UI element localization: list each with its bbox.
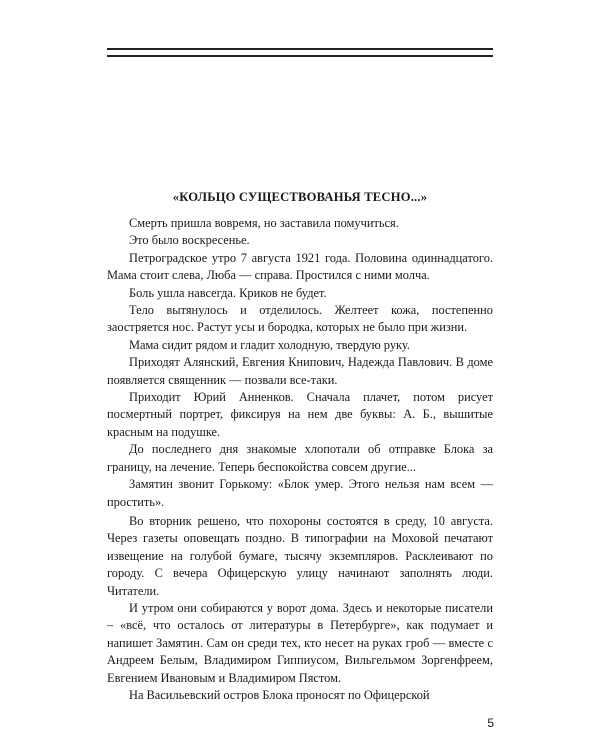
section-2 [107,513,493,704]
section-1 [107,215,493,511]
paragraph: До последнего дня знакомые хлопотали об отправке Блока за границу, на лечение. Теперь беспокойства совсем другие... [107,442,493,474]
paragraph: Приходят Алянский, Евгения Книпович, Надежда Павлович. В доме появляется священник — позвали все-таки. [107,355,493,387]
paragraph: Во вторник решено, что похороны состоятся в среду, 10 августа. Через газеты оповещать поздно. В типографии на Моховой печатают извещение на голубой бумаге, тысячу экземпляров. Расклеивают по городу. С вечера Офицерскую улицу начинают заполнять люди. Читатели. [107,514,493,598]
page-number: 5 [487,716,494,730]
paragraph: И утром они собираются у ворот дома. Здесь и некоторые писатели – «всё, что осталось от литературы в Петербурге», как подумает и напишет Замятин. Сам он среди тех, кто несет на руках гроб — вместе с Андреем Белым, Владимиром Гиппиусом, Вильгельмом Зоргенфреем, Евгением Ивановым и Владимиром Пястом. [107,601,493,685]
paragraph: Боль ушла навсегда. Криков не будет. [129,285,327,300]
header-rule-top [107,48,493,50]
chapter-title: «КОЛЬЦО СУЩЕСТВОВАНЬЯ ТЕСНО...» [172,190,428,204]
paragraph: Смерть пришла вовремя, но заставила помучиться. [129,216,399,230]
paragraph: Мама сидит рядом и гладит холодную, твердую руку. [129,337,410,352]
header-rule-bottom [107,55,493,57]
paragraph: Это было воскресенье. [129,233,250,248]
paragraph: Петроградское утро 7 августа 1921 года. Половина одиннадцатого. Мама стоит слева, Люба — справа. Простился с ними молча. [107,250,493,283]
paragraph: Приходит Юрий Анненков. Сначала плачет, потом рисует посмертный портрет, фиксируя на нем две буквы: А. Б., вышитые красным на подушке. [107,390,493,439]
paragraph: Замятин звонит Горькому: «Блок умер. Этого нельзя нам всем — простить». [107,477,493,509]
paragraph: На Васильевский остров Блока проносят по Офицерской [129,688,430,703]
paragraph: Тело вытянулось и отделилось. Желтеет кожа, постепенно заостряется нос. Растут усы и бородка, которых не было при жизни. [107,303,493,335]
